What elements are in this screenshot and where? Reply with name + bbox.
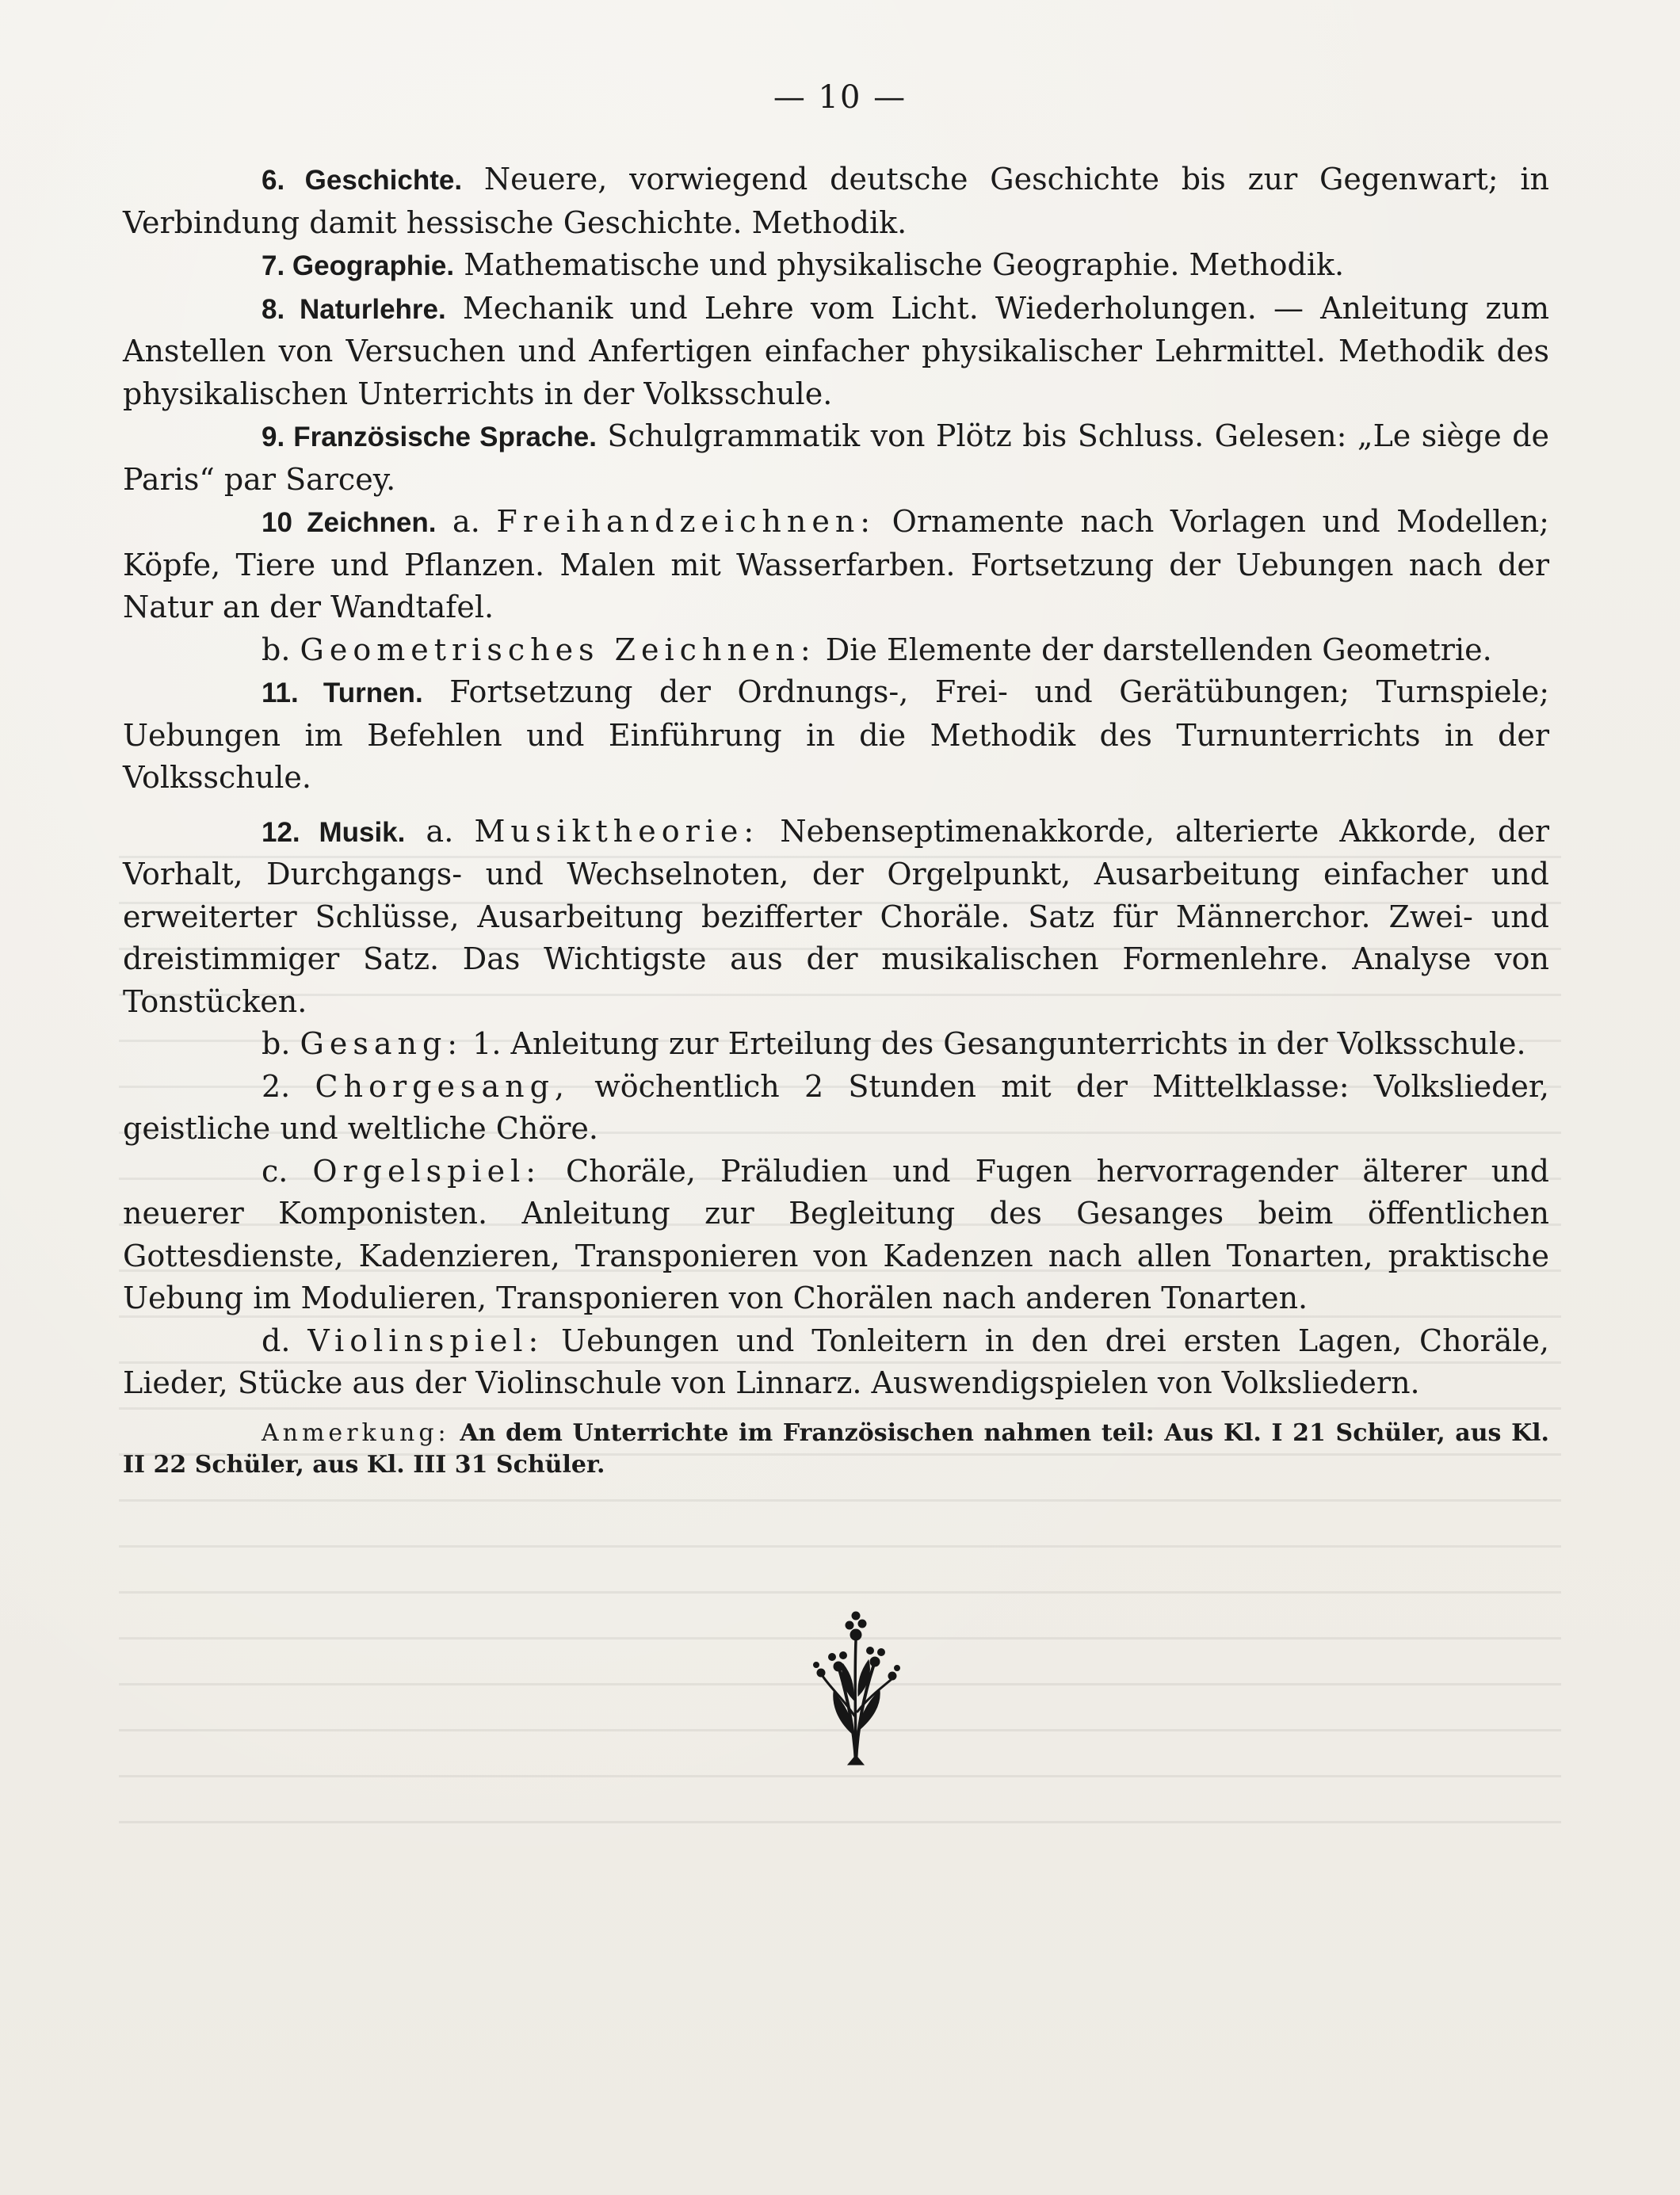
section-zeichnen-b <box>123 629 1549 672</box>
section-naturlehre <box>123 288 1549 416</box>
document-body <box>123 158 1549 1505</box>
subsection-title: Freihandzeichnen: <box>496 504 876 539</box>
section-heading: 8. Naturlehre. <box>262 293 446 325</box>
remark-note <box>123 1418 1549 1481</box>
section-musik-chorgesang <box>123 1066 1549 1151</box>
section-franzoesisch <box>123 415 1549 501</box>
section-heading: 12. Musik. <box>262 816 406 848</box>
section-heading: 6. Geschichte. <box>262 165 463 196</box>
section-heading: 7. Geographie. <box>262 250 455 281</box>
section-text: Schulgrammatik von Plötz bis Schluss. Gelesen: „Le siège de Paris“ par Sarcey. <box>123 418 1550 497</box>
subsection-prefix: a. <box>436 504 497 539</box>
section-musik-gesang <box>123 1023 1549 1066</box>
floral-vignette-icon <box>808 1597 903 1767</box>
section-musik <box>123 811 1549 1024</box>
subsection-title: Geometrisches Zeichnen: <box>300 632 816 667</box>
subsection-title: Gesang: <box>300 1026 464 1061</box>
section-heading: 9. Französische Sprache. <box>262 422 597 452</box>
subsection-prefix: a. <box>405 813 475 849</box>
section-geschichte <box>123 158 1549 244</box>
subsection-title: Musiktheorie: <box>474 813 760 849</box>
section-text: Choräle, Präludien und Fugen hervorragender älterer und neuerer Komponisten. Anleitung zur Begleitung des Gesanges beim öffentlichen Gottesdienste, Kadenzieren, Transponieren von Kadenzen nach allen Tonarten, praktische Uebung im Modulieren, Transponieren von Chorälen nach anderen Tonarten. <box>123 1153 1549 1315</box>
subsection-prefix: b. <box>262 632 300 667</box>
subsection-prefix: b. <box>262 1026 300 1061</box>
remark-text: An dem Unterrichte im Französischen nahmen teil: Aus Kl. I 21 Schüler, aus Kl. II 22 Schüler, aus Kl. III 31 Schüler. <box>123 1418 1549 1479</box>
subsection-title: Orgelspiel: <box>312 1153 542 1189</box>
section-text: Uebungen und Tonleitern in den drei ersten Lagen, Choräle, Lieder, Stücke aus der Violinschule von Linnarz. Auswendigspielen von Volksliedern. <box>123 1323 1550 1400</box>
section-text: Ornamente nach Vorlagen und Modellen; Köpfe, Tiere und Pflanzen. Malen mit Wasserfarben. Fortsetzung der Uebungen nach der Natur an der Wandtafel. <box>123 504 1549 624</box>
section-zeichnen <box>123 501 1549 629</box>
section-turnen <box>123 671 1549 800</box>
section-text: Fortsetzung der Ordnungs-, Frei- und Gerätübungen; Turnspiele; Uebungen im Befehlen und Einführung in die Methodik des Turnunterrichts in der Volksschule. <box>123 674 1549 795</box>
subsection-title: Violinspiel: <box>307 1323 544 1358</box>
section-text: Nebenseptimenakkorde, alterierte Akkorde, der Vorhalt, Durchgangs- und Wechselnoten, der Orgelpunkt, Ausarbeitung einfacher und erweiterter Schlüsse, Ausarbeitung bezifferter Choräle. Satz für Männerchor. Zwei- und dreistimmiger Satz. Das Wichtigste aus der musikalischen Formenlehre. Analyse von Tonstücken. <box>123 813 1549 1019</box>
section-text: wöchentlich 2 Stunden mit der Mittelklasse: Volkslieder, geistliche und weltliche Chöre. <box>123 1068 1549 1146</box>
subsection-prefix: 2. <box>262 1068 315 1104</box>
section-musik-orgelspiel <box>123 1151 1549 1320</box>
subsection-title: Chorgesang, <box>315 1068 570 1104</box>
section-musik-violinspiel <box>123 1320 1549 1405</box>
section-text: Die Elemente der darstellenden Geometrie. <box>815 632 1492 667</box>
section-text: 1. Anleitung zur Erteilung des Gesangunterrichts in der Volksschule. <box>463 1026 1526 1061</box>
section-geographie <box>123 244 1549 288</box>
section-text: Mechanik und Lehre vom Licht. Wiederholungen. — Anleitung zum Anstellen von Versuchen und Anfertigen einfacher physikalischer Lehrmittel. Methodik des physikalischen Unterrichts in der Volksschule. <box>123 290 1549 411</box>
section-text: Neuere, vorwiegend deutsche Geschichte bis zur Gegenwart; in Verbindung damit hessische Geschichte. Methodik. <box>123 162 1549 240</box>
section-text: Mathematische und physikalische Geographie. Methodik. <box>454 247 1345 282</box>
section-heading: 10 Zeichnen. <box>262 507 437 538</box>
page-number: — 10 — <box>773 79 907 116</box>
remark-label: Anmerkung: <box>262 1418 450 1447</box>
subsection-prefix: d. <box>262 1323 308 1358</box>
section-heading: 11. Turnen. <box>262 678 423 708</box>
subsection-prefix: c. <box>262 1153 313 1189</box>
